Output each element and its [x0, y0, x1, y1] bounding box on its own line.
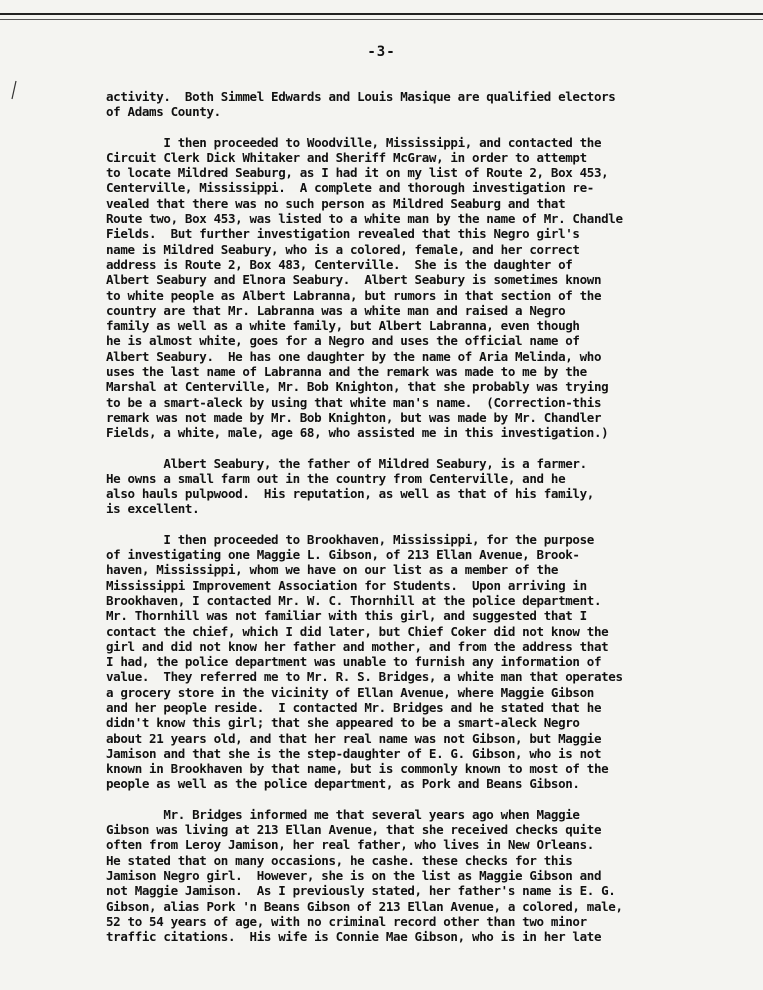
text-line: Marshal at Centerville, Mr. Bob Knighton, that she probably was trying: [106, 379, 609, 395]
text-line: He stated that on many occasions, he cashe. these checks for this: [106, 852, 573, 868]
text-line: he is almost white, goes for a Negro and uses the official name of: [106, 333, 580, 349]
page-number: -3-: [367, 44, 396, 60]
document-body: [106, 89, 756, 944]
top-border-line-inner: [0, 19, 763, 20]
text-line: often from Leroy Jamison, her real father, who lives in New Orleans.: [106, 837, 594, 853]
text-line: Gibson was living at 213 Ellan Avenue, that she received checks quite: [106, 822, 602, 838]
text-line: address is Route 2, Box 483, Centerville. She is the daughter of: [106, 256, 573, 272]
text-line: name is Mildred Seabury, who is a colored, female, and her correct: [106, 241, 580, 257]
text-line: to locate Mildred Seaburg, as I had it on my list of Route 2, Box 453,: [106, 165, 609, 181]
text-line: traffic citations. His wife is Connie Mae Gibson, who is in her late: [106, 929, 602, 945]
paragraph-1: [106, 89, 756, 120]
paragraph-5: [106, 807, 756, 945]
text-line: is excellent.: [106, 501, 200, 517]
text-line: not Maggie Jamison. As I previously stated, her father's name is E. G.: [106, 883, 616, 899]
text-line: and her people reside. I contacted Mr. Bridges and he stated that he: [106, 699, 602, 715]
text-line: Route two, Box 453, was listed to a white man by the name of Mr. Chandle: [106, 211, 623, 227]
text-line: Mr. Bridges informed me that several years ago when Maggie: [106, 806, 580, 822]
text-line: activity. Both Simmel Edwards and Louis Masique are qualified electors: [106, 89, 616, 104]
text-line: country are that Mr. Labranna was a white man and raised a Negro: [106, 302, 566, 318]
text-line: people as well as the police department, as Pork and Beans Gibson.: [106, 776, 580, 792]
text-line: Jamison Negro girl. However, she is on the list as Maggie Gibson and: [106, 867, 602, 883]
text-line: didn't know this girl; that she appeared to be a smart-aleck Negro: [106, 715, 580, 731]
text-line: to be a smart-aleck by using that white man's name. (Correction-this: [106, 394, 602, 410]
text-line: remark was not made by Mr. Bob Knighton, but was made by Mr. Chandler: [106, 409, 602, 425]
text-line: I then proceeded to Brookhaven, Mississippi, for the purpose: [106, 531, 594, 547]
text-line: Mississippi Improvement Association for Students. Upon arriving in: [106, 577, 587, 593]
text-line: to white people as Albert Labranna, but rumors in that section of the: [106, 287, 602, 303]
text-line: Albert Seabury, the father of Mildred Seabury, is a farmer.: [106, 455, 587, 471]
text-line: known in Brookhaven by that name, but is commonly known to most of the: [106, 761, 609, 777]
text-line: Brookhaven, I contacted Mr. W. C. Thornhill at the police department.: [106, 592, 602, 608]
text-line: girl and did not know her father and mother, and from the address that: [106, 638, 609, 654]
text-line: value. They referred me to Mr. R. S. Bridges, a white man that operates: [106, 669, 623, 685]
text-line: Jamison and that she is the step-daughter of E. G. Gibson, who is not: [106, 745, 602, 761]
text-line: contact the chief, which I did later, but Chief Coker did not know the: [106, 623, 609, 639]
text-line: Albert Seabury and Elnora Seabury. Albert Seabury is sometimes known: [106, 272, 602, 288]
text-line: Mr. Thornhill was not familiar with this girl, and suggested that I: [106, 608, 587, 624]
text-line: Fields. But further investigation revealed that this Negro girl's: [106, 226, 580, 242]
margin-mark: [9, 80, 19, 100]
text-line: of Adams County.: [106, 104, 221, 120]
text-line: haven, Mississippi, whom we have on our list as a member of the: [106, 562, 559, 578]
paragraph-3: [106, 456, 756, 517]
text-line: Fields, a white, male, age 68, who assisted me in this investigation.): [106, 425, 609, 441]
paragraph-4: [106, 532, 756, 792]
text-line: Albert Seabury. He has one daughter by the name of Aria Melinda, who: [106, 348, 602, 364]
text-line: a grocery store in the vicinity of Ellan Avenue, where Maggie Gibson: [106, 684, 594, 700]
text-line: Centerville, Mississippi. A complete and thorough investigation re-: [106, 180, 594, 196]
text-line: family as well as a white family, but Albert Labranna, even though: [106, 318, 580, 334]
text-line: vealed that there was no such person as Mildred Seaburg and that: [106, 195, 566, 211]
text-line: about 21 years old, and that her real name was not Gibson, but Maggie: [106, 730, 602, 746]
text-line: also hauls pulpwood. His reputation, as well as that of his family,: [106, 486, 594, 502]
text-line: He owns a small farm out in the country from Centerville, and he: [106, 470, 566, 486]
text-line: Gibson, alias Pork 'n Beans Gibson of 213 Ellan Avenue, a colored, male,: [106, 898, 623, 914]
text-line: uses the last name of Labranna and the remark was made to me by the: [106, 364, 587, 380]
text-line: I had, the police department was unable to furnish any information of: [106, 654, 602, 670]
text-line: 52 to 54 years of age, with no criminal record other than two minor: [106, 913, 587, 929]
paragraph-2: [106, 135, 756, 441]
text-line: of investigating one Maggie L. Gibson, of 213 Ellan Avenue, Brook-: [106, 547, 580, 563]
text-line: I then proceeded to Woodville, Mississippi, and contacted the: [106, 134, 602, 150]
text-line: Circuit Clerk Dick Whitaker and Sheriff McGraw, in order to attempt: [106, 149, 587, 165]
top-border-line: [0, 13, 763, 15]
